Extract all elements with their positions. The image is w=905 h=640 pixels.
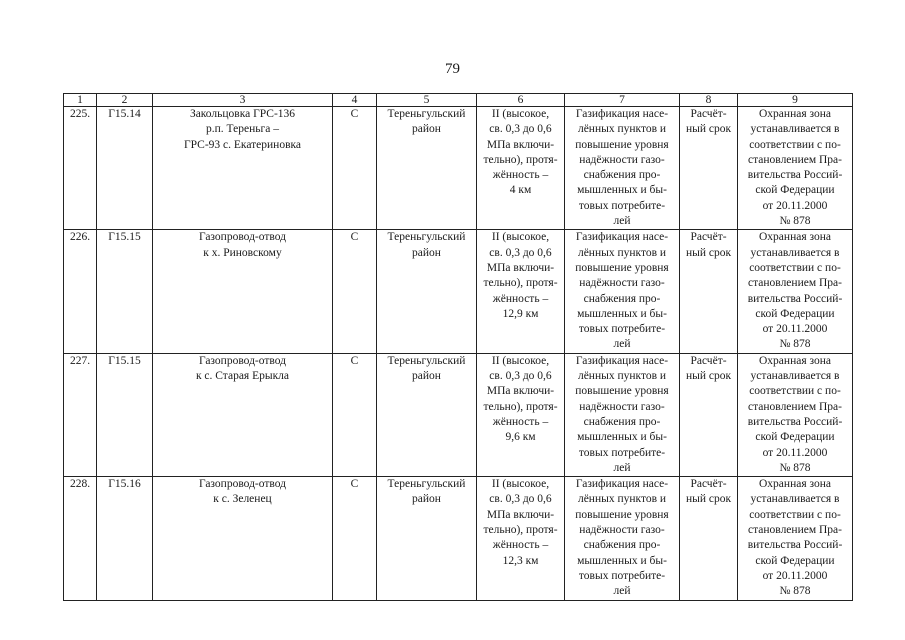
header-cell-8: 8: [680, 94, 738, 107]
object-code: Г15.15: [97, 230, 153, 353]
object-term: Расчёт- ный срок: [680, 230, 738, 353]
header-cell-1: 1: [64, 94, 97, 107]
row-number: 228.: [64, 477, 97, 600]
object-zone: Охранная зона устанавливается в соответствии с по- становлением Пра- вительства Россий- ской Федерации от 20.11.2000 № 878: [738, 107, 853, 230]
table-row: [64, 107, 853, 230]
object-purpose: Газификация насе- лённых пунктов и повышение уровня надёжности газо- снабжения про- мышленных и бы- товых потребите- лей: [565, 477, 680, 600]
object-zone: Охранная зона устанавливается в соответствии с по- становлением Пра- вительства Россий- ской Федерации от 20.11.2000 № 878: [738, 353, 853, 476]
object-term: Расчёт- ный срок: [680, 107, 738, 230]
object-type: С: [333, 477, 377, 600]
object-purpose: Газификация насе- лённых пунктов и повышение уровня надёжности газо- снабжения про- мышленных и бы- товых потребите- лей: [565, 230, 680, 353]
header-cell-6: 6: [477, 94, 565, 107]
header-row: [64, 94, 853, 107]
object-type: С: [333, 353, 377, 476]
table-row: [64, 230, 853, 353]
table-row: [64, 477, 853, 600]
table-row: [64, 353, 853, 476]
object-code: Г15.15: [97, 353, 153, 476]
object-type: С: [333, 230, 377, 353]
row-number: 225.: [64, 107, 97, 230]
row-number: 227.: [64, 353, 97, 476]
object-type: С: [333, 107, 377, 230]
header-cell-3: 3: [153, 94, 333, 107]
object-code: Г15.14: [97, 107, 153, 230]
object-district: Тереньгульский район: [377, 353, 477, 476]
header-cell-5: 5: [377, 94, 477, 107]
object-params: II (высокое, св. 0,3 до 0,6 МПа включи- тельно), протя- жённость – 12,9 км: [477, 230, 565, 353]
object-name: Газопровод-отвод к с. Зеленец: [153, 477, 333, 600]
object-district: Тереньгульский район: [377, 230, 477, 353]
object-purpose: Газификация насе- лённых пунктов и повышение уровня надёжности газо- снабжения про- мышленных и бы- товых потребите- лей: [565, 107, 680, 230]
header-cell-2: 2: [97, 94, 153, 107]
object-name: Закольцовка ГРС-136 р.п. Тереньга – ГРС-93 с. Екатериновка: [153, 107, 333, 230]
object-name: Газопровод-отвод к с. Старая Ерыкла: [153, 353, 333, 476]
infrastructure-table: [63, 93, 853, 601]
object-params: II (высокое, св. 0,3 до 0,6 МПа включи- тельно), протя- жённость – 4 км: [477, 107, 565, 230]
header-cell-4: 4: [333, 94, 377, 107]
object-params: II (высокое, св. 0,3 до 0,6 МПа включи- тельно), протя- жённость – 12,3 км: [477, 477, 565, 600]
header-cell-7: 7: [565, 94, 680, 107]
object-purpose: Газификация насе- лённых пунктов и повышение уровня надёжности газо- снабжения про- мышленных и бы- товых потребите- лей: [565, 353, 680, 476]
row-number: 226.: [64, 230, 97, 353]
object-code: Г15.16: [97, 477, 153, 600]
object-district: Тереньгульский район: [377, 477, 477, 600]
header-cell-9: 9: [738, 94, 853, 107]
object-zone: Охранная зона устанавливается в соответствии с по- становлением Пра- вительства Россий- ской Федерации от 20.11.2000 № 878: [738, 230, 853, 353]
object-term: Расчёт- ный срок: [680, 353, 738, 476]
object-term: Расчёт- ный срок: [680, 477, 738, 600]
object-params: II (высокое, св. 0,3 до 0,6 МПа включи- тельно), протя- жённость – 9,6 км: [477, 353, 565, 476]
page-number: 79: [445, 61, 460, 77]
object-name: Газопровод-отвод к х. Риновскому: [153, 230, 333, 353]
object-zone: Охранная зона устанавливается в соответствии с по- становлением Пра- вительства Россий- ской Федерации от 20.11.2000 № 878: [738, 477, 853, 600]
object-district: Тереньгульский район: [377, 107, 477, 230]
